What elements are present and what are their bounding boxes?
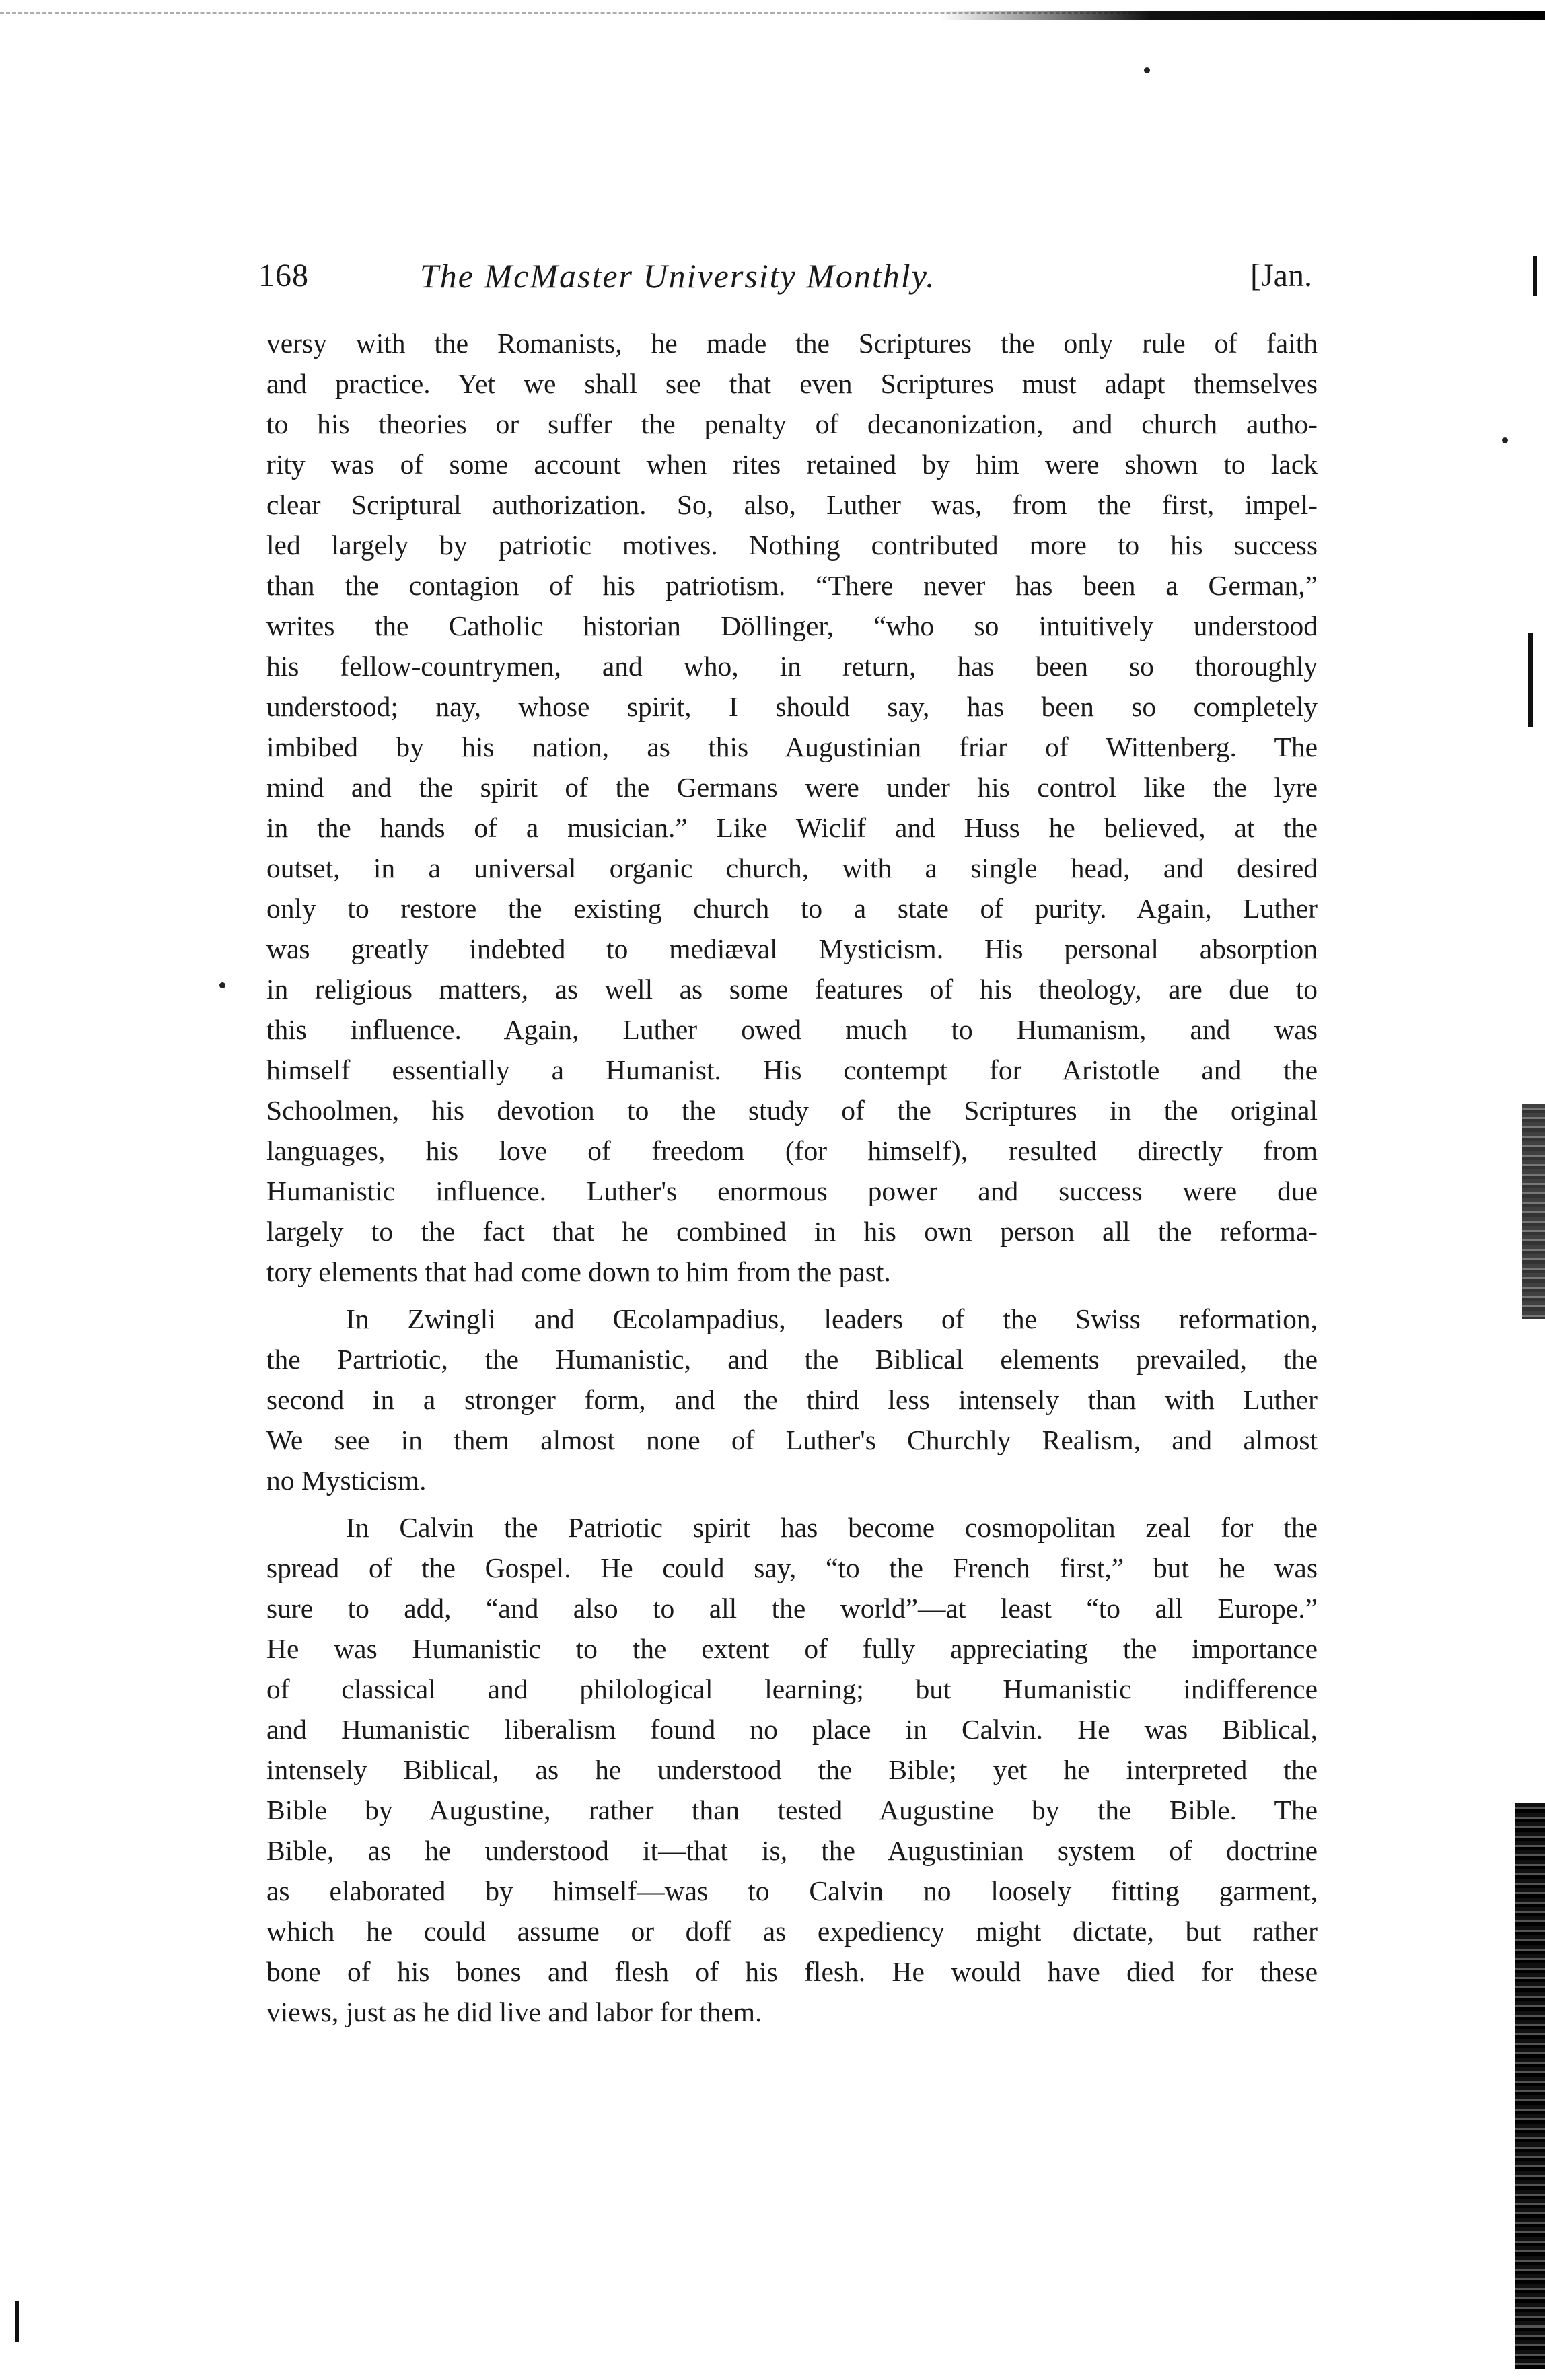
text-line: in the hands of a musician.” Like Wiclif and Huss he believed, at the [266, 812, 1318, 843]
text-line: In Calvin the Patriotic spirit has become cosmopolitan zeal for the [346, 1512, 1318, 1543]
scan-artifact-edge-mark [1528, 633, 1533, 727]
body-text [266, 323, 1318, 2032]
page-number: 168 [258, 258, 309, 293]
text-line: was greatly indebted to mediæval Mysticism. His personal absorption [266, 933, 1318, 964]
text-line: imbibed by his nation, as this Augustinian friar of Wittenberg. The [266, 731, 1318, 762]
text-line: led largely by patriotic motives. Nothing contributed more to his success [266, 530, 1318, 561]
header-date: [Jan. [1250, 258, 1312, 293]
scan-artifact-dot [1144, 67, 1150, 73]
text-line: mind and the spirit of the Germans were under his control like the lyre [266, 772, 1318, 803]
text-line: We see in them almost none of Luther's Churchly Realism, and almost [266, 1425, 1318, 1455]
scan-artifact-edge-mark [15, 2301, 19, 2342]
text-line: clear Scriptural authorization. So, also, Luther was, from the first, impel- [266, 489, 1318, 520]
text-line: the Partriotic, the Humanistic, and the Biblical elements prevailed, the [266, 1344, 1318, 1375]
scan-artifact-dot [1502, 437, 1508, 443]
text-line: Schoolmen, his devotion to the study of the Scriptures in the original [266, 1095, 1318, 1126]
text-line: rity was of some account when rites retained by him were shown to lack [266, 449, 1318, 480]
text-line: himself essentially a Humanist. His contempt for Aristotle and the [266, 1054, 1318, 1085]
scan-artifact-edge-mark [1533, 256, 1537, 296]
text-line: and Humanistic liberalism found no place in Calvin. He was Biblical, [266, 1714, 1318, 1745]
paragraph [266, 323, 1318, 1292]
scan-artifact-edge-noise [1515, 1803, 1545, 2369]
text-line: which he could assume or doff as expediency might dictate, but rather [266, 1916, 1318, 1947]
text-line: and practice. Yet we shall see that even Scriptures must adapt themselves [266, 368, 1318, 399]
text-line: languages, his love of freedom (for himself), resulted directly from [266, 1135, 1318, 1166]
text-line: in religious matters, as well as some features of his theology, are due to [266, 974, 1318, 1005]
text-line: Humanistic influence. Luther's enormous power and success were due [266, 1176, 1318, 1206]
text-line: views, just as he did live and labor for them. [266, 1996, 762, 2027]
text-line: writes the Catholic historian Döllinger, “who so intuitively understood [266, 610, 1318, 641]
text-line: sure to add, “and also to all the world”—at least “to all Europe.” [266, 1593, 1318, 1624]
text-line: understood; nay, whose spirit, I should say, has been so completely [266, 691, 1318, 722]
scan-artifact-dot [219, 982, 225, 988]
text-line: Bible by Augustine, rather than tested Augustine by the Bible. The [266, 1795, 1318, 1826]
page-header [258, 254, 1335, 308]
text-line: only to restore the existing church to a state of purity. Again, Luther [266, 893, 1318, 924]
paragraph [266, 1507, 1318, 2032]
running-title: The McMaster University Monthly. [420, 257, 936, 295]
text-line: to his theories or suffer the penalty of decanonization, and church autho- [266, 408, 1318, 439]
text-line: spread of the Gospel. He could say, “to the French first,” but he was [266, 1552, 1318, 1583]
text-line: this influence. Again, Luther owed much to Humanism, and was [266, 1014, 1318, 1045]
scan-artifact-top-bar [939, 11, 1545, 20]
text-line: tory elements that had come down to him from the past. [266, 1256, 891, 1287]
text-line: versy with the Romanists, he made the Scriptures the only rule of faith [266, 328, 1318, 359]
text-line: no Mysticism. [266, 1465, 427, 1496]
text-line: bone of his bones and flesh of his flesh. He would have died for these [266, 1956, 1318, 1987]
text-line: than the contagion of his patriotism. “There never has been a German,” [266, 570, 1318, 601]
text-line: In Zwingli and Œcolampadius, leaders of the Swiss reformation, [346, 1303, 1318, 1334]
text-line: outset, in a universal organic church, with a single head, and desired [266, 853, 1318, 884]
text-line: intensely Biblical, as he understood the Bible; yet he interpreted the [266, 1754, 1318, 1785]
text-line: second in a stronger form, and the third less intensely than with Luther [266, 1384, 1318, 1415]
text-line: his fellow-countrymen, and who, in return, has been so thoroughly [266, 651, 1318, 682]
paragraph [266, 1299, 1318, 1501]
text-line: He was Humanistic to the extent of fully appreciating the importance [266, 1633, 1318, 1664]
scan-artifact-edge-noise [1522, 1104, 1545, 1319]
text-line: of classical and philological learning; but Humanistic indifference [266, 1673, 1318, 1704]
text-line: Bible, as he understood it—that is, the Augustinian system of doctrine [266, 1835, 1318, 1866]
text-line: largely to the fact that he combined in his own person all the reforma- [266, 1216, 1318, 1247]
text-line: as elaborated by himself—was to Calvin no loosely fitting garment, [266, 1875, 1318, 1906]
